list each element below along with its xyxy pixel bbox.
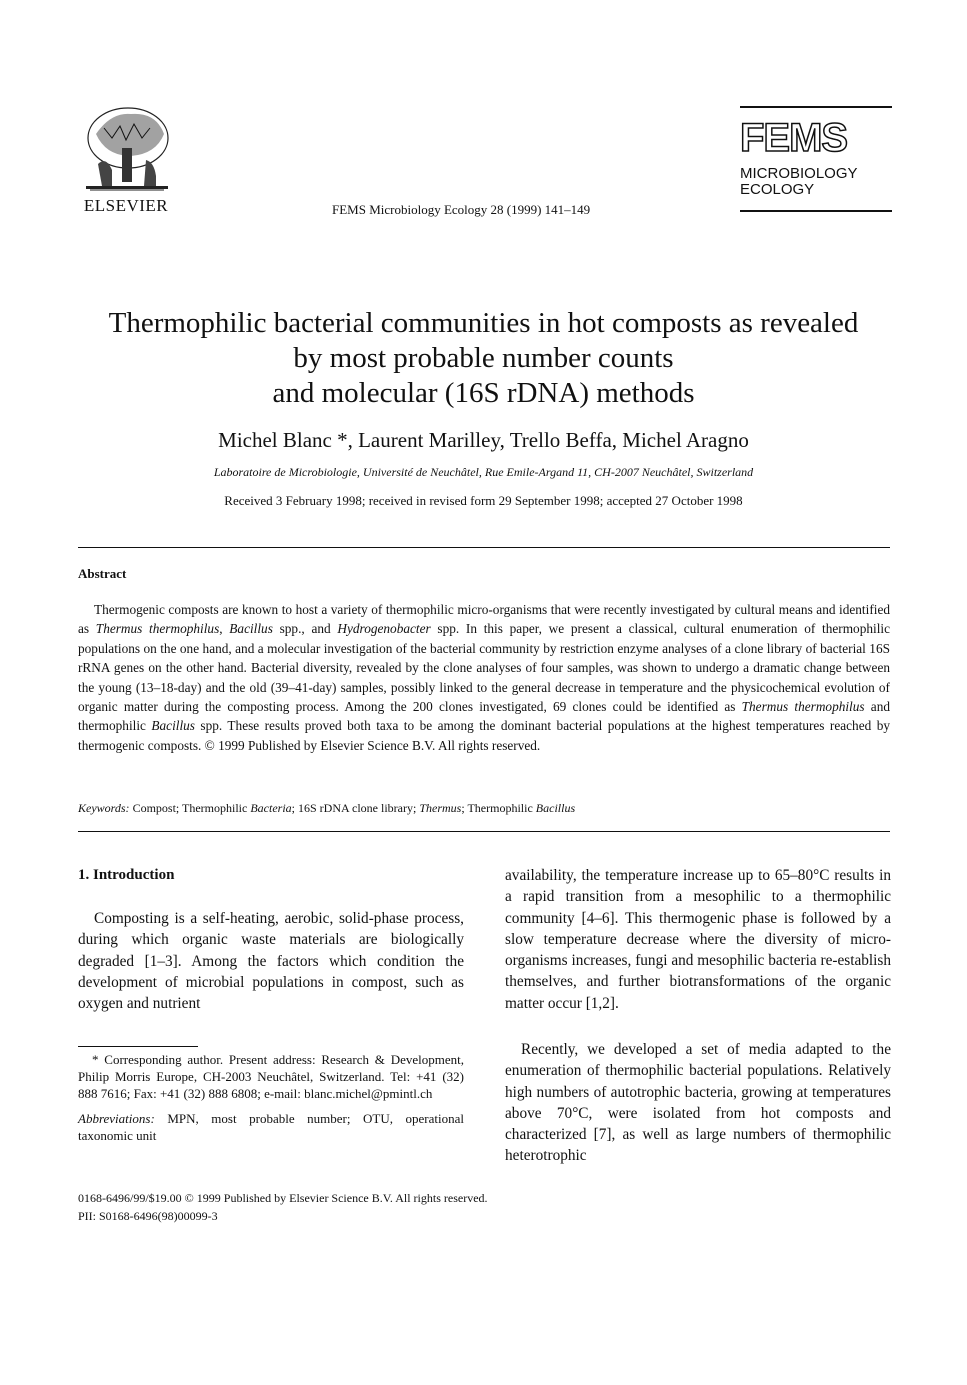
title-line-2: by most probable number counts [293, 342, 674, 374]
article-title [40, 306, 927, 411]
fems-subtitle-line1: MICROBIOLOGY [740, 165, 858, 182]
copyright-block [78, 1189, 488, 1225]
intro-paragraph-1: Composting is a self-heating, aerobic, solid-phase process, during which organic waste materials are biologically degraded [1–3]. Among the factors which condition the development of microbial populations in compost, such as oxygen and nutrient [78, 910, 464, 1013]
abstract-taxon: Bacillus [151, 718, 195, 734]
abstract-taxon: Bacillus [229, 621, 273, 637]
abstract-seg: and thermophilic [78, 699, 890, 734]
footnotes [78, 1051, 464, 1144]
fems-top-rule [740, 106, 892, 108]
title-line-1: Thermophilic bacterial communities in hot composts as revealed [108, 307, 859, 339]
abbreviations-note [78, 1110, 464, 1144]
fems-subtitle-line2: ECOLOGY [740, 181, 815, 198]
keywords-bottom-rule [78, 831, 890, 832]
abstract-taxon: Thermus thermophilus [95, 621, 220, 637]
section-heading-introduction: 1. Introduction [78, 867, 175, 883]
abstract-top-rule [78, 547, 890, 548]
keyword-text: ; 16S rDNA clone library; [291, 801, 420, 815]
corresponding-author-note: * Corresponding author. Present address: Research & Development, Philip Morris Europe, CH-2003 Neuchâtel, Switzerland. Tel: +41 (32) 888 7616; Fax: +41 (32) 888 6808; e-mail: blanc.michel@pmintl.ch [78, 1052, 464, 1101]
issn-line: 0168-6496/99/$19.00 © 1999 Published by Elsevier Science B.V. All rights reserved. [78, 1191, 488, 1205]
keywords-line [78, 801, 890, 816]
fems-journal-subtitle [740, 166, 858, 198]
intro-right-paragraph-1 [505, 865, 891, 1014]
abbreviations-text: MPN, most probable number; OTU, operational taxonomic unit [78, 1111, 464, 1143]
keyword-taxon: Bacillus [535, 801, 576, 815]
abstract-taxon: Thermus thermophilus [741, 699, 865, 715]
journal-reference: FEMS Microbiology Ecology 28 (1999) 141–149 [332, 202, 591, 217]
intro-paragraph-2: Recently, we developed a set of media adapted to the enumeration of thermophilic bacterial populations. Relatively high numbers of autotrophic bacteria, growing at temperatures above 70°C, were isolated from hot composts and characterized [7], as well as large numbers of thermophilic heterotrophic [505, 1041, 891, 1165]
abstract-seg: , [219, 621, 230, 637]
abstract-seg: spp., and [272, 621, 338, 637]
publisher-name: ELSEVIER [83, 196, 169, 215]
pii-line: PII: S0168-6496(98)00099-3 [78, 1209, 218, 1223]
keywords-label: Keywords: [78, 801, 130, 815]
intro-right-paragraph-2 [505, 1039, 891, 1167]
abstract-heading: Abstract [78, 566, 127, 581]
intro-paragraph-continued: availability, the temperature increase up to 65–80°C results in a rapid transition from a mesophilic to a thermophilic community [4–6]. This thermogenic phase is followed by a slow temperature decrease where the diversity of micro-organisms increases, fungi and mesophilic bacteria re-establish themselves, and further biotransformations of the organic matter occur [1,2]. [505, 867, 891, 1012]
keyword-text: Compost; Thermophilic [129, 801, 251, 815]
keyword-taxon: Thermus [419, 801, 462, 815]
fems-bottom-rule [740, 210, 892, 212]
abstract-seg: spp. These results proved both taxa to be among the dominant bacterial populations at the highest temperatures reached by thermogenic composts. © 1999 Published by Elsevier Science B.V. All rights reserved. [78, 718, 890, 753]
footnote-rule [78, 1046, 198, 1047]
affiliation: Laboratoire de Microbiologie, Université de Neuchâtel, Rue Emile-Argand 11, CH-2007 Neuchâtel, Switzerland [213, 465, 754, 479]
abstract-text [78, 600, 890, 755]
keyword-text: ; Thermophilic [461, 801, 536, 815]
abstract-seg: Thermogenic composts are known to host a variety of thermophilic micro-organisms that were recently investigated by cultural means and identified as [78, 602, 890, 637]
received-dates: Received 3 February 1998; received in revised form 29 September 1998; accepted 27 October 1998 [224, 493, 743, 508]
title-line-3: and molecular (16S rDNA) methods [272, 377, 695, 409]
fems-logo: FEMS [740, 116, 848, 160]
keyword-taxon: Bacteria [250, 801, 292, 815]
abstract-taxon: Hydrogenobacter [337, 621, 431, 637]
abstract-seg: spp. In this paper, we present a classical, cultural enumeration of thermophilic populations on the one hand, and a molecular investigation of the bacterial community by restriction enzyme analyses of a clone library of bacterial 16S rRNA genes on the other hand. Bacterial diversity, revealed by the clone analyses of four samples, was shown to undergo a dramatic change between the young (13–18-day) and the old (39–41-day) samples, possibly linked to the general decrease in temperature and the physicochemical evolution of organic matter during the composting process. Among the 200 clones investigated, 69 clones could be identified as [78, 621, 890, 715]
abbreviations-label: Abbreviations: [78, 1111, 155, 1126]
intro-left-paragraph [78, 908, 464, 1014]
author-list: Michel Blanc *, Laurent Marilley, Trello Beffa, Michel Aragno [218, 428, 749, 452]
